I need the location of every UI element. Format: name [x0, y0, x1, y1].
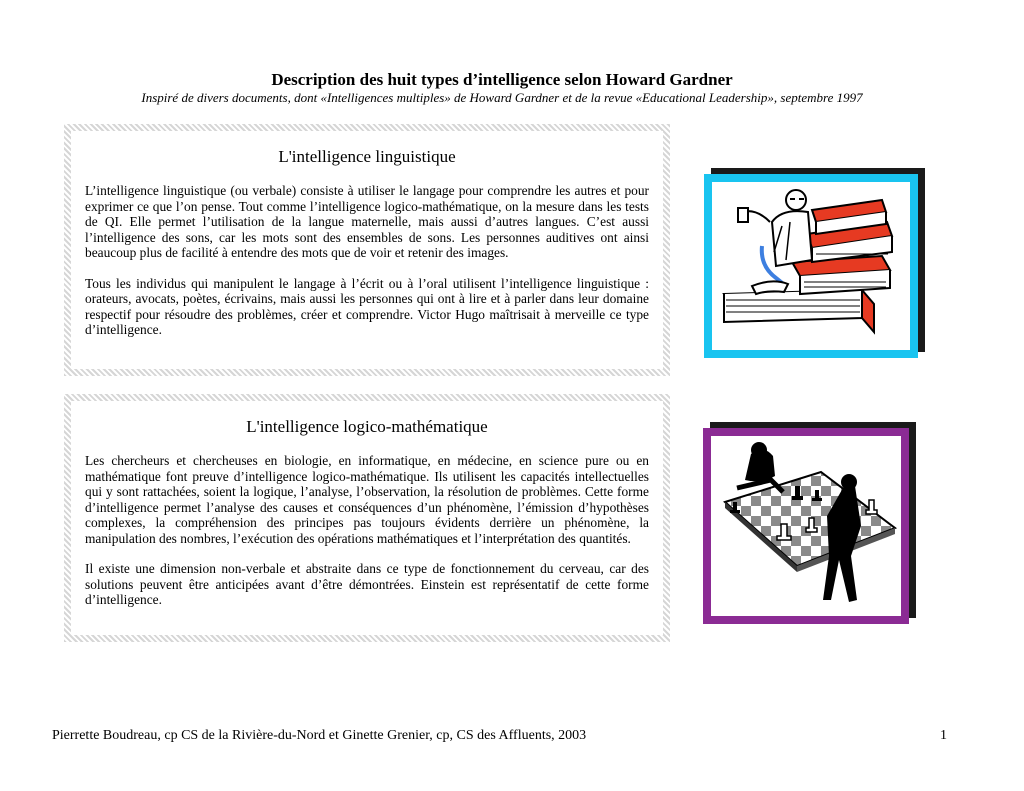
section-paragraph: Les chercheurs et chercheuses en biologie, en informatique, en médecine, en science pure ou en mathématique font preuve d’intelligence logico-mathématique. Ils utilisent les capacités intellectuelles qui y sont rattachées, soient la logique, l’analyse, l’observation, la résolution de problèmes. Cette forme d’intelligence permet l’analyse des causes et conséquences d’un phénomène, l’émission d’hypothèses complexes, la compréhension des principes pas toujours évidents derrière un phénomène, la manipulation des nombres, l’exécution des opérations mathématiques et l’interprétation des quantités.: [85, 453, 649, 546]
chess-players-icon: [703, 428, 909, 624]
section-paragraph: Il existe une dimension non-verbale et abstraite dans ce type de fonctionnement du cerveau, car des solutions peuvent être anticipées avant d’être démontrées. Einstein est représentatif de cette forme d’intelligence.: [85, 561, 649, 607]
section-logico-mathematical: [64, 394, 670, 642]
page-number: 1: [940, 728, 947, 743]
section-title: L'intelligence linguistique: [278, 147, 456, 166]
reader-on-books-icon: [704, 174, 918, 358]
section-linguistic: [64, 124, 670, 376]
section-paragraph: Tous les individus qui manipulent le langage à l’écrit ou à l’oral utilisent l’intelligence linguistique : orateurs, avocats, poètes, écrivains, mais aussi les personnes qui ont à lire et à parler dans leur domaine respectif pour résoudre des problèmes, créer et comprendre. Victor Hugo maîtrisait à merveille ce type d’intelligence.: [85, 275, 649, 337]
section-title: L'intelligence logico-mathématique: [246, 417, 488, 436]
section-paragraph: L’intelligence linguistique (ou verbale) consiste à utiliser le langage pour comprendre les autres et pour exprimer ce que l’on pense. Tout comme l’intelligence logico-mathématique, on la mesure dans les tests de QI. Elle permet l’utilisation de la langue maternelle, mais aussi d’autres langues. C’est aussi l’intelligence des sons, car les mots sont des ensembles de sons. Les personnes auditives ont ainsi beaucoup plus de facilité à entendre des mots que de voir et retenir des images.: [85, 183, 649, 260]
document-title: Description des huit types d’intelligence selon Howard Gardner: [271, 70, 733, 89]
footer-credit: Pierrette Boudreau, cp CS de la Rivière-du-Nord et Ginette Grenier, cp, CS des Affluents, 2003: [52, 728, 587, 743]
document-subtitle: Inspiré de divers documents, dont «Intelligences multiples» de Howard Gardner et de la revue «Educational Leadership», septembre 1997: [141, 90, 863, 105]
